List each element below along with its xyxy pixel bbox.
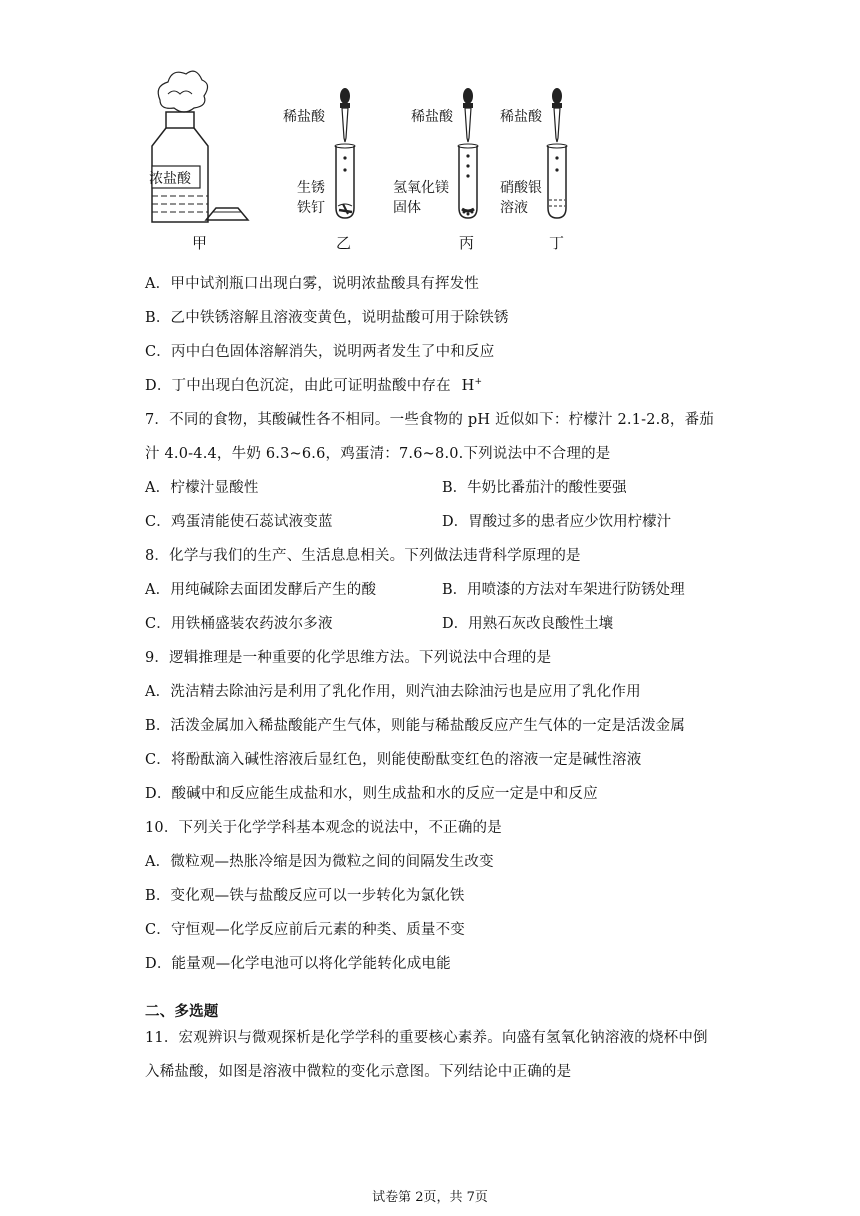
q7-stem-line-1: 7．不同的食物，其酸碱性各不相同。一些食物的 pH 近似如下：柠檬汁 2.1-2.8，番茄 <box>145 412 714 428</box>
test-tube-yi <box>335 144 355 218</box>
test-tube-bing <box>458 144 478 218</box>
q7-option-c: C．鸡蛋清能使石蕊试液变蓝 <box>145 514 333 530</box>
q9-stem: 9．逻辑推理是一种重要的化学思维方法。下列说法中合理的是 <box>145 650 552 666</box>
experiment-figure <box>0 0 860 270</box>
q10-option-c: C．守恒观—化学反应前后元素的种类、质量不变 <box>145 922 465 938</box>
section-title-multiple-choice: 二、多选题 <box>145 1004 219 1020</box>
q6-option-c: C．丙中白色固体溶解消失，说明两者发生了中和反应 <box>145 344 495 360</box>
q7-option-a: A．柠檬汁显酸性 <box>145 480 259 496</box>
q10-option-b: B．变化观—铁与盐酸反应可以一步转化为氯化铁 <box>145 888 465 904</box>
q9-option-c: C．将酚酞滴入碱性溶液后显红色，则能使酚酞变红色的溶液一定是碱性溶液 <box>145 752 642 768</box>
q9-option-d: D．酸碱中和反应能生成盐和水，则生成盐和水的反应一定是中和反应 <box>145 786 598 802</box>
q10-option-a: A．微粒观—热胀冷缩是因为微粒之间的间隔发生改变 <box>145 854 494 870</box>
q6-option-d <box>145 376 482 396</box>
tube-label-ding-2: 溶液 <box>500 200 528 216</box>
q10-stem: 10．下列关于化学学科基本观念的说法中，不正确的是 <box>145 820 502 836</box>
q7-stem-line-2: 汁 4.0-4.4，牛奶 6.3~6.6，鸡蛋清：7.6~8.0.下列说法中不合理的是 <box>145 446 611 462</box>
q9-option-a: A．洗洁精去除油污是利用了乳化作用，则汽油去除油污也是应用了乳化作用 <box>145 684 641 700</box>
q9-option-b: B．活泼金属加入稀盐酸能产生气体，则能与稀盐酸反应产生气体的一定是活泼金属 <box>145 718 686 734</box>
q11-stem-line-2: 入稀盐酸，如图是溶液中微粒的变化示意图。下列结论中正确的是 <box>145 1064 572 1080</box>
tube-label-bing-2: 固体 <box>393 200 421 216</box>
q6-option-d-ion: H+ <box>461 377 483 394</box>
caption-ding: 丁 <box>549 234 565 252</box>
dropper-yi <box>340 88 350 142</box>
q10-option-d: D．能量观—化学电池可以将化学能转化成电能 <box>145 956 451 972</box>
tube-label-ding-1: 硝酸银 <box>500 180 542 196</box>
q8-option-c: C．用铁桶盛装农药波尔多液 <box>145 616 333 632</box>
q7-option-d: D．胃酸过多的患者应少饮用柠檬汁 <box>442 514 672 530</box>
q8-stem: 8．化学与我们的生产、生活息息相关。下列做法违背科学原理的是 <box>145 548 581 564</box>
dropper-label-bing: 稀盐酸 <box>411 109 453 125</box>
q7-option-b: B．牛奶比番茄汁的酸性要强 <box>442 480 627 496</box>
dropper-ding <box>552 88 562 142</box>
caption-bing: 丙 <box>459 234 475 252</box>
caption-jia: 甲 <box>192 234 208 252</box>
bottle-label: 浓盐酸 <box>149 171 191 187</box>
tube-label-yi-1: 生锈 <box>297 180 325 196</box>
q6-option-a: A．甲中试剂瓶口出现白雾，说明浓盐酸具有挥发性 <box>145 276 480 292</box>
test-tube-ding <box>547 144 567 218</box>
q8-option-b: B．用喷漆的方法对车架进行防锈处理 <box>442 582 685 598</box>
dropper-bing <box>463 88 473 142</box>
q8-option-d: D．用熟石灰改良酸性土壤 <box>442 616 614 632</box>
reagent-bottle-jia <box>152 71 248 222</box>
q8-option-a: A．用纯碱除去面团发酵后产生的酸 <box>145 582 377 598</box>
tube-label-bing-1: 氢氧化镁 <box>393 180 449 196</box>
q11-stem-line-1: 11．宏观辨识与微观探析是化学学科的重要核心素养。向盛有氢氧化钠溶液的烧杯中倒 <box>145 1030 708 1046</box>
q6-option-b: B．乙中铁锈溶解且溶液变黄色，说明盐酸可用于除铁锈 <box>145 310 509 326</box>
page-footer: 试卷第 2页，共 7页 <box>372 1190 488 1205</box>
caption-yi: 乙 <box>336 234 352 252</box>
dropper-label-ding: 稀盐酸 <box>500 109 542 125</box>
q6-option-d-text: D．丁中出现白色沉淀，由此可证明盐酸中存在 <box>145 378 451 394</box>
dropper-label-yi: 稀盐酸 <box>283 109 325 125</box>
tube-label-yi-2: 铁钉 <box>297 200 325 216</box>
